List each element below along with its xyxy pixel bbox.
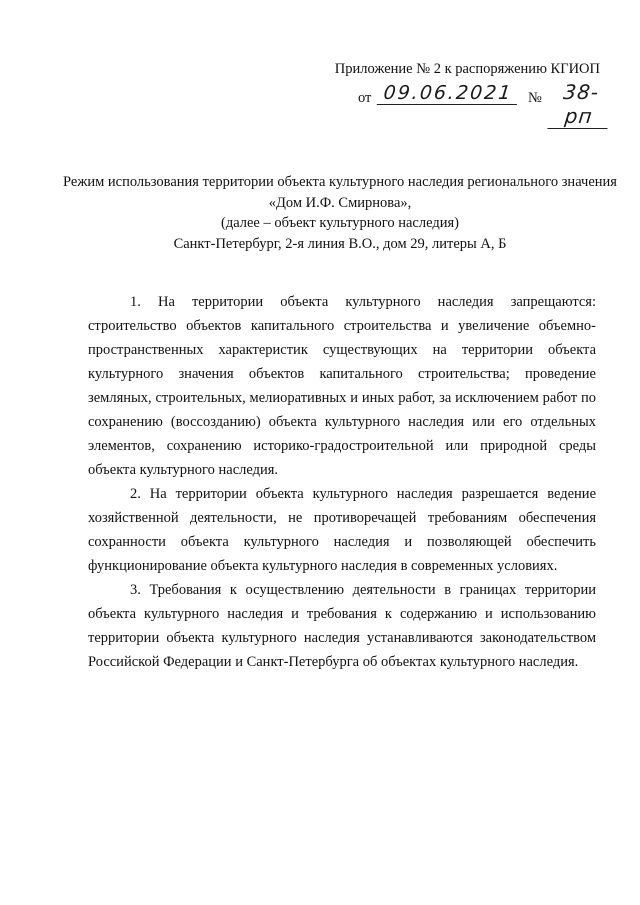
appendix-reference	[330, 80, 601, 128]
paragraph-3: 3. Требования к осуществлению деятельности в границах территории объекта культурного наследия и требования к содержанию и использованию территории объекта культурного наследия устанавливаются законодательством Российской Федерации и Санкт-Петербурга об объектах культурного наследия.	[88, 582, 596, 670]
date-label: от	[358, 90, 372, 106]
handwritten-number: 38-рп	[547, 80, 612, 129]
paragraph-1: 1. На территории объекта культурного наследия запрещаются: строительство объектов капитального строительства и увеличение объемно-пространственных характеристик существующих на территории объекта культурного значения объектов капитального строительства; проведение земляных, строительных, мелиоративных и иных работ, за исключением работ по сохранению (воссозданию) объекта культурного наследия или его отдельных элементов, сохранению историко-градостроительной или природной среды объекта культурного наследия.	[88, 294, 596, 478]
heading-line-3: (далее – объект культурного наследия)	[220, 215, 459, 231]
document-body	[88, 290, 596, 674]
paragraph-2: 2. На территории объекта культурного наследия разрешается ведение хозяйственной деятельности, не противоречащей требованиям обеспечения сохранности объекта культурного наследия и позволяющей обеспечить функционирование объекта культурного наследия в современных условиях.	[88, 486, 596, 574]
heading-line-1: Режим использования территории объекта культурного наследия регионального значения	[63, 174, 617, 190]
appendix-header	[330, 60, 601, 128]
appendix-title: Приложение № 2 к распоряжению КГИОП	[334, 61, 600, 77]
document-heading	[60, 172, 620, 254]
number-label: №	[528, 90, 542, 106]
heading-line-4: Санкт-Петербург, 2-я линия В.О., дом 29, литеры А, Б	[173, 235, 507, 252]
heading-line-2: «Дом И.Ф. Смирнова»,	[268, 194, 412, 211]
handwritten-date: 09.06.2021	[377, 82, 519, 105]
